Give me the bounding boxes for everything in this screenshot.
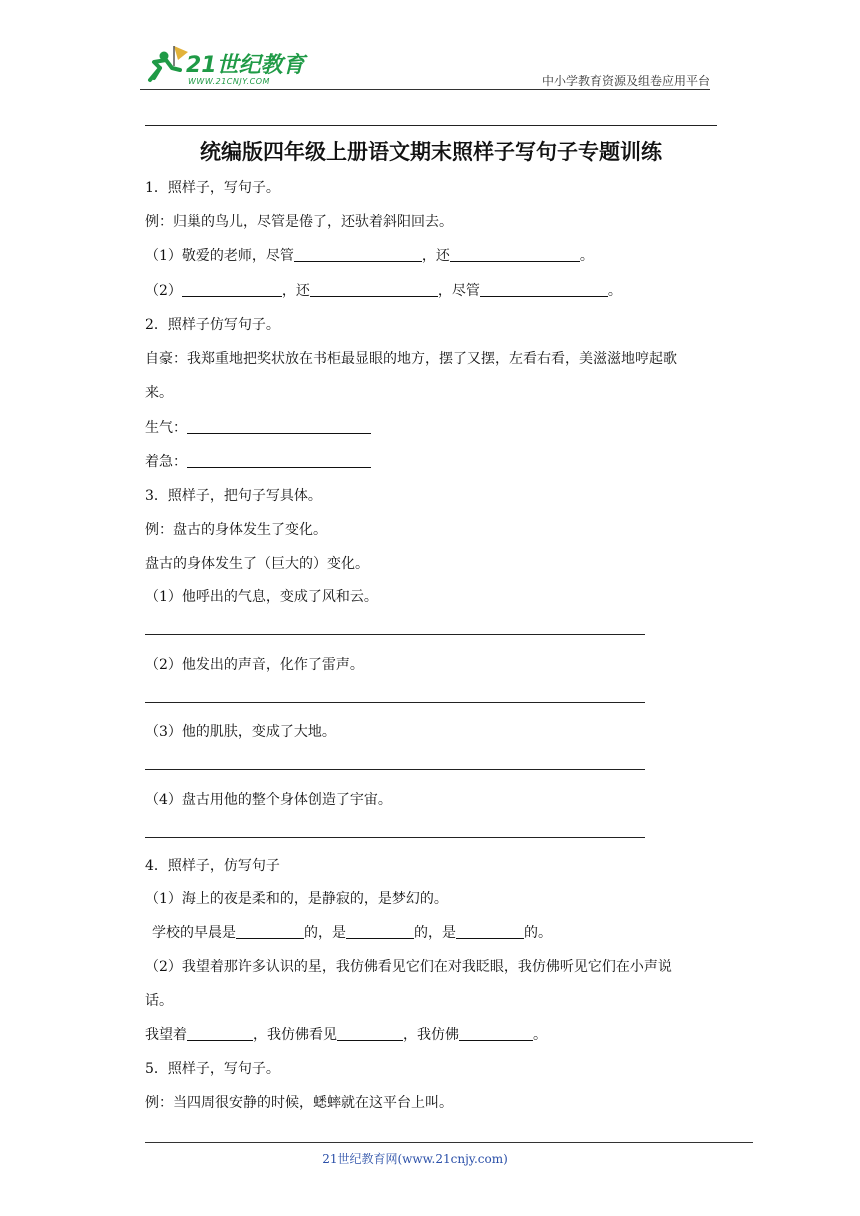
fill-blank[interactable] [310, 282, 438, 297]
fill-blank[interactable] [456, 924, 524, 939]
q5-example: 例：当四周很安静的时候，蟋蟀就在这平台上叫。 [145, 1095, 453, 1111]
q4-item1-fill-c: 的，是 [414, 925, 456, 941]
footer-divider [145, 1142, 753, 1143]
q4-item2-fill-d: 。 [533, 1027, 547, 1043]
fill-blank[interactable] [459, 1026, 533, 1041]
q3-example2: 盘古的身体发生了（巨大的）变化。 [145, 556, 369, 572]
q4-item1-fill-a: 学校的早晨是 [152, 925, 236, 941]
q4-item1-fill [152, 923, 552, 943]
logo-url: WWW.21CNJY.COM [188, 77, 270, 86]
q2-anxious-label: 着急： [145, 454, 187, 470]
q4-item2-line1: （2）我望着那许多认识的星，我仿佛看见它们在对我眨眼，我仿佛听见它们在小声说 [145, 959, 672, 975]
q3-item1: （1）他呼出的气息，变成了风和云。 [145, 589, 378, 605]
answer-line[interactable] [145, 634, 645, 635]
fill-blank[interactable] [346, 924, 414, 939]
q3-item4: （4）盘古用他的整个身体创造了宇宙。 [145, 792, 392, 808]
fill-blank[interactable] [187, 419, 371, 434]
logo-text: 21世纪教育 [186, 53, 305, 78]
q1-item1-prefix: （1）敬爱的老师，尽管 [145, 248, 294, 264]
answer-line[interactable] [145, 837, 645, 838]
q1-item2 [145, 281, 622, 301]
q4-item2-fill-b: ，我仿佛看见 [253, 1027, 337, 1043]
q1-item2-end: 。 [607, 283, 622, 299]
q3-item3: （3）他的肌肤，变成了大地。 [145, 724, 336, 740]
q1-item2-prefix: （2） [145, 283, 182, 299]
q1-item1 [145, 246, 594, 266]
q4-item2-fill [145, 1025, 547, 1045]
footer-link[interactable]: 21世纪教育网(www.21cnjy.com) [322, 1152, 508, 1166]
fill-blank[interactable] [450, 247, 580, 262]
page-title: 统编版四年级上册语文期末照样子写句子专题训练 [200, 139, 662, 164]
fill-blank[interactable] [480, 282, 608, 297]
site-tagline: 中小学教育资源及组卷应用平台 [541, 74, 710, 88]
q3-example1: 例：盘古的身体发生了变化。 [145, 522, 327, 538]
q3-stem: 3．照样子，把句子写具体。 [145, 488, 322, 504]
q2-stem: 2．照样子仿写句子。 [145, 317, 280, 333]
fill-blank[interactable] [236, 924, 304, 939]
site-logo [140, 44, 320, 90]
fill-blank[interactable] [294, 247, 422, 262]
q2-example-line2: 来。 [145, 385, 173, 401]
q2-anger-label: 生气： [145, 420, 187, 436]
q4-item2-fill-c: ，我仿佛 [403, 1027, 459, 1043]
fill-blank[interactable] [187, 453, 371, 468]
q5-stem: 5．照样子，写句子。 [145, 1061, 280, 1077]
answer-line[interactable] [145, 702, 645, 703]
q1-item2-mid2: ，尽管 [437, 283, 480, 299]
q4-item1-fill-d: 的。 [524, 925, 552, 941]
header-divider [140, 89, 710, 90]
fill-blank[interactable] [182, 282, 282, 297]
fill-blank[interactable] [337, 1026, 403, 1041]
q2-example-line1: 自豪：我郑重地把奖状放在书柜最显眼的地方，摆了又摆，左看右看，美滋滋地哼起歌 [145, 351, 677, 367]
q1-item1-end: 。 [579, 248, 594, 264]
q4-item1-fill-b: 的，是 [304, 925, 346, 941]
q2-anger-line [145, 418, 371, 438]
q4-item2-line2: 话。 [145, 993, 173, 1009]
q4-stem: 4．照样子，仿写句子 [145, 858, 280, 874]
q1-item1-mid: ，还 [421, 248, 450, 264]
q4-item2-fill-a: 我望着 [145, 1027, 187, 1043]
q3-item2: （2）他发出的声音，化作了雷声。 [145, 657, 364, 673]
q1-stem: 1．照样子，写句子。 [145, 180, 280, 196]
title-divider [145, 125, 717, 126]
q2-anxious-line [145, 452, 371, 472]
q1-example: 例：归巢的鸟儿，尽管是倦了，还驮着斜阳回去。 [145, 214, 453, 230]
q4-item1: （1）海上的夜是柔和的，是静寂的，是梦幻的。 [145, 891, 448, 907]
q1-item2-mid1: ，还 [281, 283, 310, 299]
answer-line[interactable] [145, 769, 645, 770]
fill-blank[interactable] [187, 1026, 253, 1041]
